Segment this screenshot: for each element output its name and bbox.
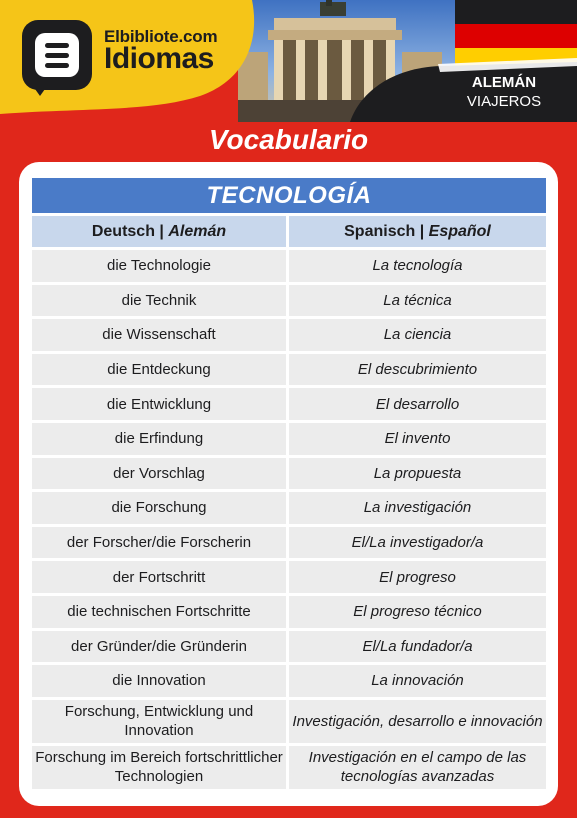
- table-row: [32, 423, 546, 455]
- german-term: der Vorschlag: [32, 458, 286, 490]
- table-row: [32, 250, 546, 282]
- spanish-term: El descubrimiento: [289, 354, 546, 386]
- spanish-term: El desarrollo: [289, 388, 546, 420]
- table-row: [32, 746, 546, 789]
- german-term: der Fortschritt: [32, 561, 286, 593]
- table-body: [32, 250, 546, 789]
- table-row: [32, 388, 546, 420]
- german-term: die Technologie: [32, 250, 286, 282]
- column-header-german-italic: Alemán: [168, 222, 227, 240]
- spanish-term: La investigación: [289, 492, 546, 524]
- table-row: [32, 319, 546, 351]
- table-row: [32, 665, 546, 697]
- brand-name: Idiomas: [104, 42, 214, 75]
- german-term: Forschung im Bereich fortschrittlicher Technologien: [32, 746, 286, 789]
- table-row: [32, 631, 546, 663]
- table-row: [32, 285, 546, 317]
- german-term: Forschung, Entwicklung und Innovation: [32, 700, 286, 743]
- german-term: die Forschung: [32, 492, 286, 524]
- page-title: Vocabulario: [208, 124, 369, 155]
- column-headers: [32, 216, 546, 247]
- spanish-term: El progreso: [289, 561, 546, 593]
- spanish-term: La técnica: [289, 285, 546, 317]
- spanish-term: Investigación en el campo de las tecnologías avanzadas: [289, 746, 546, 789]
- column-header-spanish-bold: Spanisch |: [344, 222, 425, 240]
- table-row: [32, 596, 546, 628]
- table-row: [32, 700, 546, 743]
- spanish-term: La propuesta: [289, 458, 546, 490]
- table-row: [32, 492, 546, 524]
- column-header-german-bold: Deutsch |: [91, 222, 164, 240]
- spanish-term: Investigación, desarrollo e innovación: [289, 700, 546, 743]
- tag-language: ALEMÁN: [471, 74, 537, 91]
- german-term: die Entwicklung: [32, 388, 286, 420]
- brand-site: Elbibliote.com: [104, 27, 218, 46]
- table-row: [32, 527, 546, 559]
- german-term: die Technik: [32, 285, 286, 317]
- table-row: [32, 458, 546, 490]
- german-term: die Entdeckung: [32, 354, 286, 386]
- spanish-term: La tecnología: [289, 250, 546, 282]
- german-term: der Forscher/die Forscherin: [32, 527, 286, 559]
- header-banner: [0, 0, 577, 122]
- topic-header: TECNOLOGÍA: [32, 178, 546, 213]
- spanish-term: El/La investigador/a: [289, 527, 546, 559]
- german-term: die Wissenschaft: [32, 319, 286, 351]
- table-row: [32, 354, 546, 386]
- german-term: die Erfindung: [32, 423, 286, 455]
- spanish-term: El invento: [289, 423, 546, 455]
- column-header-spanish: [289, 216, 546, 247]
- vocabulary-card: [19, 162, 558, 806]
- tag-audience: VIAJEROS: [466, 93, 542, 110]
- german-term: die Innovation: [32, 665, 286, 697]
- column-header-german: [32, 216, 286, 247]
- vocabulary-table: [32, 178, 546, 792]
- german-term: der Gründer/die Gründerin: [32, 631, 286, 663]
- spanish-term: La ciencia: [289, 319, 546, 351]
- column-header-spanish-italic: Español: [428, 222, 491, 240]
- table-row: [32, 561, 546, 593]
- spanish-term: El progreso técnico: [289, 596, 546, 628]
- spanish-term: La innovación: [289, 665, 546, 697]
- german-term: die technischen Fortschritte: [32, 596, 286, 628]
- spanish-term: El/La fundador/a: [289, 631, 546, 663]
